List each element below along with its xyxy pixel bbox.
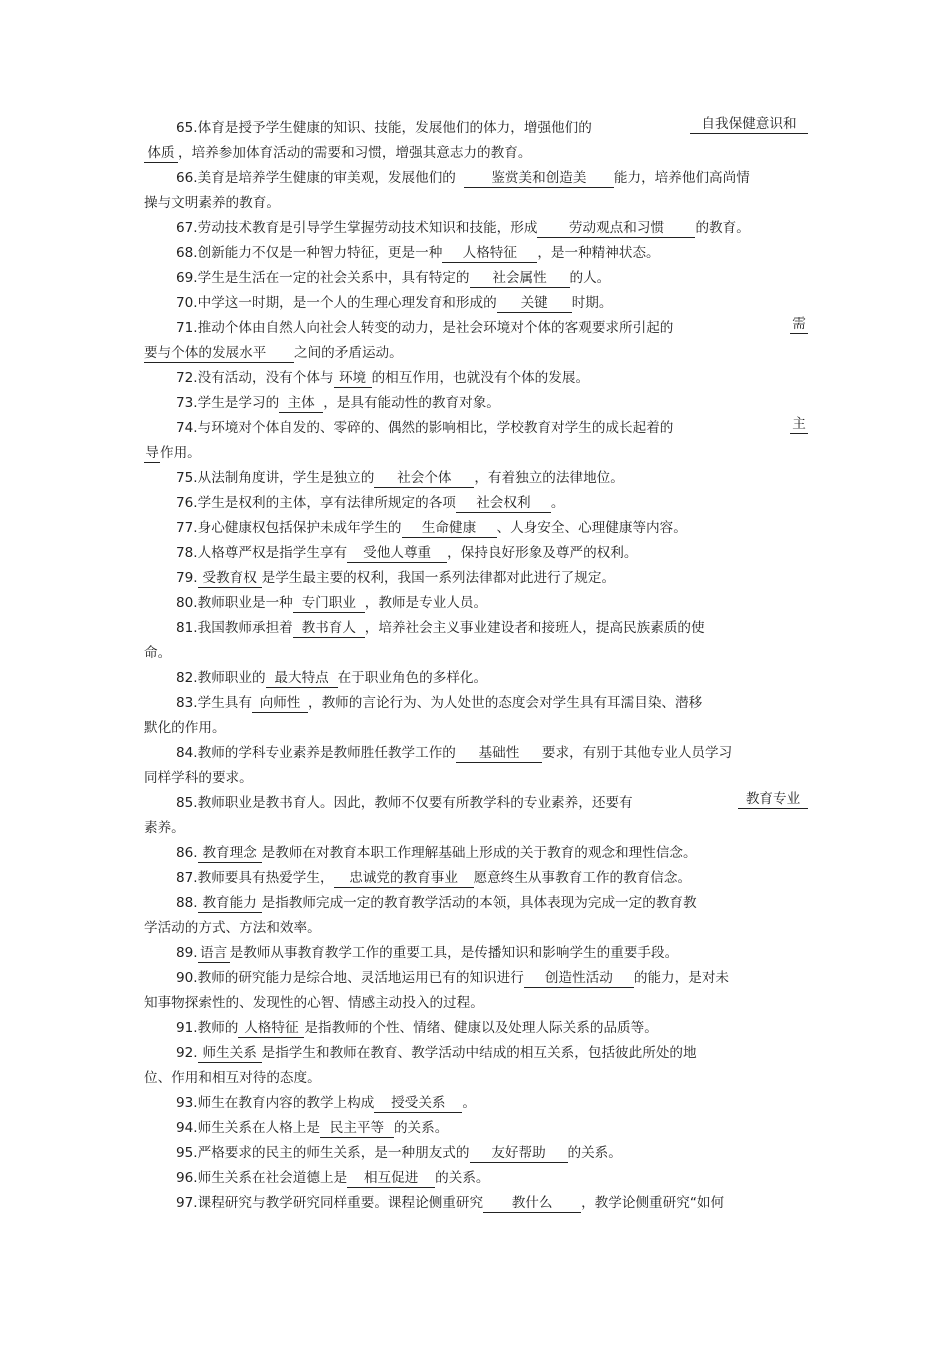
answer-blank: 向师性 [252,695,308,713]
answer-blank: 需 [790,316,808,334]
question-90: 90.教师的研究能力是综合地、灵活地运用已有的知识进行 创造性活动 的能力，是对未 知事物探索性的、发现性的心智、情感主动投入的过程。 [144,970,730,1011]
answer-blank: 要与个体的发展水平 [144,345,294,363]
question-69: 69.学生是生活在一定的社会关系中，具有特定的 社会属性 的人。 [176,270,611,286]
question-95: 95.严格要求的民主的师生关系，是一种朋友式的 友好帮助 的关系。 [176,1145,622,1161]
answer-blank: 关键 [497,295,572,313]
answer-blank: 教育专业 [738,791,808,809]
question-83: 83.学生具有 向师性 ，教师的言论行为、为人处世的态度会对学生具有耳濡目染、潜移 默化的作用。 [144,695,703,736]
answer-blank: 教育能力 [198,895,262,913]
answer-blank: 授受关系 [374,1095,462,1113]
question-86: 86. 教育理念 是教师在对教育本职工作理解基础上形成的关于教育的观念和理性信念。 [176,845,697,861]
answer-blank: 受教育权 [198,570,262,588]
question-92: 92. 师生关系 是指学生和教师在教育、教学活动中结成的相互关系，包括彼此所处的地 位、作用和相互对待的态度。 [144,1045,697,1086]
question-70: 70.中学这一时期，是一个人的生理心理发育和形成的 关键 时期。 [176,295,613,311]
answer-blank: 专门职业 [293,595,365,613]
question-67: 67.劳动技术教育是引导学生掌握劳动技术知识和技能，形成 劳动观点和习惯 的教育。 [176,220,750,236]
answer-blank: 基础性 [456,745,542,763]
question-72: 72.没有活动，没有个体与 环境 的相互作用，也就没有个体的发展。 [176,370,590,386]
answer-blank: 人格特征 [442,245,537,263]
question-80: 80.教师职业是一种 专门职业 ，教师是专业人员。 [176,595,488,611]
question-82: 82.教师职业的 最大特点 在于职业角色的多样化。 [176,670,488,686]
answer-blank: 教育理念 [198,845,262,863]
question-74: 74.与环境对个体自发的、零碎的、偶然的影响相比，学校教育对学生的成长起着的 主 导作用。 [144,416,808,466]
question-93: 93.师生在教育内容的教学上构成 授受关系 。 [176,1095,476,1111]
question-89: 89. 语言 是教师从事教育教学工作的重要工具，是传播知识和影响学生的重要手段。 [176,945,679,961]
question-88: 88. 教育能力 是指教师完成一定的教育教学活动的本领，具体表现为完成一定的教育教 学活动的方式、方法和效率。 [144,895,697,936]
answer-blank: 生命健康 [402,520,497,538]
answer-blank: 忠诚党的教育事业 [334,870,474,888]
question-71: 71.推动个体由自然人向社会人转变的动力，是社会环境对个体的客观要求所引起的 需 要与个体的发展水平 之间的矛盾运动。 [144,316,808,366]
answer-blank: 体质 [144,145,178,163]
question-76: 76.学生是权利的主体，享有法律所规定的各项 社会权利 。 [176,495,565,511]
answer-blank: 主 [790,416,808,434]
answer-blank: 教书育人 [293,620,365,638]
answer-blank: 鉴赏美和创造美 [464,170,614,188]
answer-blank: 教什么 [483,1195,581,1213]
answer-blank: 主体 [279,395,323,413]
answer-blank: 导 [145,445,159,461]
answer-blank: 人格特征 [238,1020,304,1038]
question-75: 75.从法制角度讲，学生是独立的 社会个体 ，有着独立的法律地位。 [176,470,624,486]
question-65: 65.体育是授予学生健康的知识、技能，发展他们的体力，增强他们的 自我保健意识和 体质 ，培养参加体育活动的需要和习惯，增强其意志力的教育。 [144,116,808,166]
answer-blank: 自我保健意识和 [690,116,808,134]
answer-blank: 民主平等 [320,1120,394,1138]
question-87: 87.教师要具有热爱学生， 忠诚党的教育事业 愿意终生从事教育工作的教育信念。 [176,870,692,886]
question-81: 81.我国教师承担着 教书育人 ，培养社会主义事业建设者和接班人，提高民族素质的使 命。 [144,620,705,661]
answer-blank: 社会属性 [470,270,570,288]
answer-blank: 劳动观点和习惯 [537,220,695,238]
answer-blank: 社会权利 [456,495,551,513]
answer-blank: 受他人尊重 [347,545,447,563]
question-97: 97.课程研究与教学研究同样重要。课程论侧重研究 教什么 ，教学论侧重研究“如何 [176,1195,725,1211]
question-68: 68.创新能力不仅是一种智力特征，更是一种 人格特征 ，是一种精神状态。 [176,245,660,261]
question-66: 66.美育是培养学生健康的审美观，发展他们的 鉴赏美和创造美 能力，培养他们高尚情 操与文明素养的教育。 [144,170,750,211]
answer-blank: 创造性活动 [524,970,634,988]
answer-blank: 师生关系 [198,1045,262,1063]
question-79: 79. 受教育权 是学生最主要的权利，我国一系列法律都对此进行了规定。 [176,570,616,586]
question-84: 84.教师的学科专业素养是教师胜任教学工作的 基础性 要求，有别于其他专业人员学习 同样学科的要求。 [144,745,733,786]
question-78: 78.人格尊严权是指学生享有 受他人尊重 ，保持良好形象及尊严的权利。 [176,545,638,561]
question-96: 96.师生关系在社会道德上是 相互促进 的关系。 [176,1170,490,1186]
question-85: 85.教师职业是教书育人。因此，教师不仅要有所教学科的专业素养，还要有 教育专业 素养。 [144,791,808,841]
question-91: 91.教师的 人格特征 是指教师的个性、情绪、健康以及处理人际关系的品质等。 [176,1020,658,1036]
answer-blank: 语言 [198,945,230,963]
answer-blank: 友好帮助 [470,1145,568,1163]
answer-blank: 最大特点 [266,670,338,688]
question-94: 94.师生关系在人格上是 民主平等 的关系。 [176,1120,449,1136]
question-73: 73.学生是学习的 主体 ，是具有能动性的教育对象。 [176,395,500,411]
answer-blank: 环境 [334,370,372,388]
question-77: 77.身心健康权包括保护未成年学生的 生命健康 、人身安全、心理健康等内容。 [176,520,687,536]
answer-blank: 相互促进 [347,1170,435,1188]
answer-blank: 社会个体 [374,470,474,488]
